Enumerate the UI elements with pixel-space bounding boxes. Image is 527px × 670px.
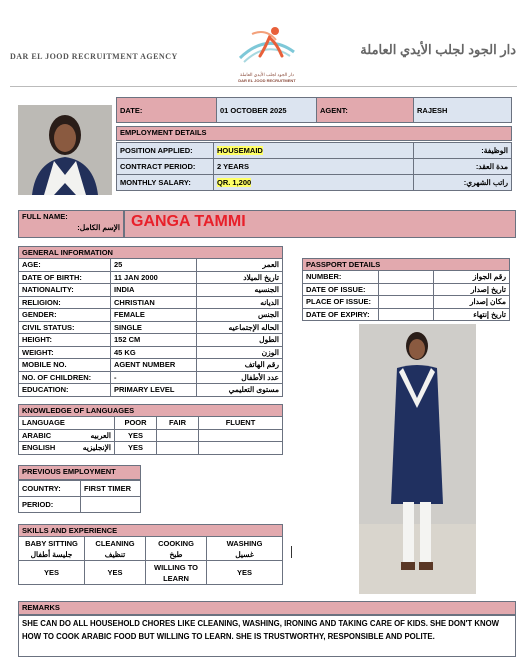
logo-emblem-icon (232, 22, 302, 70)
passport-label-ar: تاريخ إنتهاء (434, 308, 510, 321)
agent-value: RAJESH (414, 98, 512, 123)
general-info-row (19, 384, 283, 397)
country-label: COUNTRY: (19, 481, 81, 497)
general-info-row (19, 309, 283, 322)
general-info-label-ar: عدد الأطفال (197, 371, 283, 384)
skill-value-line1: WILLING TO (153, 562, 199, 572)
passport-details-header: PASSPORT DETAILS (302, 258, 510, 271)
general-info-table (18, 258, 283, 397)
general-info-label-ar: الحاله الإجتماعيه (197, 321, 283, 334)
employment-details-table (116, 142, 512, 191)
skill-value-cell (146, 561, 207, 585)
position-value: HOUSEMAID (214, 143, 414, 159)
previous-employment-table (18, 480, 141, 513)
language-name (19, 429, 115, 442)
languages-head-row (19, 417, 283, 430)
salary-value: QR. 1,200 (214, 175, 414, 191)
fullname-value-box (124, 210, 516, 238)
skills-head-row (19, 537, 283, 561)
skill-value-cell (207, 561, 283, 585)
languages-head-cell: POOR (115, 417, 157, 430)
general-info-value: AGENT NUMBER (111, 359, 197, 372)
passport-label: NUMBER: (303, 271, 379, 284)
passport-row (303, 308, 510, 321)
language-poor: YES (115, 429, 157, 442)
general-info-value: CHRISTIAN (111, 296, 197, 309)
skill-value-cell (85, 561, 146, 585)
previous-employment-header: PREVIOUS EMPLOYMENT (18, 465, 141, 480)
general-info-value: PRIMARY LEVEL (111, 384, 197, 397)
salary-label-ar: راتب الشهري: (414, 175, 512, 191)
general-info-value: 11 JAN 2000 (111, 271, 197, 284)
general-info-label-ar: الجنسيه (197, 284, 283, 297)
language-fair (157, 442, 199, 455)
remarks-text: SHE CAN DO ALL HOUSEHOLD CHORES LIKE CLEANING, WASHING, IRONING AND TAKING CARE OF KIDS. SHE DON'T KNOW HOW TO COOK ARABIC FOOD BUT WILLING TO LEARN. SHE IS TRUSTWORTHY, RESPONSIBLE AND POLITE. (18, 615, 516, 657)
languages-header: KNOWLEDGE OF LANGUAGES (18, 404, 283, 417)
agency-name-en: DAR EL JOOD RECRUITMENT AGENCY (10, 52, 178, 61)
passport-row (303, 283, 510, 296)
position-label-ar: الوظيفة: (414, 143, 512, 159)
general-info-label-ar: الوزن (197, 346, 283, 359)
general-info-label: DATE OF BIRTH: (19, 271, 111, 284)
general-info-value: - (111, 371, 197, 384)
skill-name-ar: طبخ (169, 549, 183, 559)
languages-head-cell: LANGUAGE (19, 417, 115, 430)
skill-value-line1: YES (107, 568, 123, 577)
skills-value-row (19, 561, 283, 585)
language-name-ar: العربيه (90, 430, 111, 440)
general-info-label: WEIGHT: (19, 346, 111, 359)
skill-name-ar: جليسة أطفال (30, 549, 73, 559)
general-info-row (19, 284, 283, 297)
fullname-label-box (18, 210, 124, 238)
logo-text-en: DAR EL JOOD RECRUITMENT (238, 78, 296, 83)
general-info-row (19, 346, 283, 359)
skill-name-en: CLEANING (95, 538, 135, 548)
general-info-label: NO. OF CHILDREN: (19, 371, 111, 384)
languages-head-cell: FAIR (157, 417, 199, 430)
passport-label: DATE OF EXPIRY: (303, 308, 379, 321)
skill-value-cell (19, 561, 85, 585)
agency-logo (232, 22, 302, 88)
header-divider (10, 86, 517, 87)
contract-label-ar: مدة العقد: (414, 159, 512, 175)
passport-label: PLACE OF ISSUE: (303, 296, 379, 309)
fullname-value: GANGA TAMMI (131, 213, 246, 230)
candidate-photo-portrait (18, 105, 112, 195)
general-info-value: FEMALE (111, 309, 197, 322)
general-info-header: GENERAL INFORMATION (18, 246, 283, 259)
logo-text-ar: دار الجود لجلب الأيدي العاملة (240, 72, 294, 77)
passport-row (303, 296, 510, 309)
skill-value-line1: YES (43, 568, 59, 577)
languages-table (18, 416, 283, 455)
language-name-ar: الإنجليزيه (82, 443, 111, 453)
passport-value (379, 308, 434, 321)
language-row (19, 442, 283, 455)
general-info-label-ar: الطول (197, 334, 283, 347)
language-name-en: ARABIC (22, 430, 52, 440)
country-value: FIRST TIMER (81, 481, 141, 497)
skill-name-ar: تنظيف (104, 549, 126, 559)
candidate-photo-fullbody (359, 324, 476, 594)
fullname-label-ar: الإسم الكامل: (77, 223, 120, 232)
period-label: PERIOD: (19, 497, 81, 513)
date-label: DATE: (117, 98, 217, 123)
general-info-row (19, 359, 283, 372)
general-info-label: EDUCATION: (19, 384, 111, 397)
general-info-label: NATIONALITY: (19, 284, 111, 297)
general-info-value: 152 CM (111, 334, 197, 347)
skill-name-en: WASHING (226, 538, 263, 548)
salary-label: MONTHLY SALARY: (117, 175, 214, 191)
passport-row (303, 271, 510, 284)
passport-details-table (302, 270, 510, 321)
position-label: POSITION APPLIED: (117, 143, 214, 159)
general-info-label: AGE: (19, 259, 111, 272)
skill-value-line2: LEARN (163, 573, 189, 583)
date-agent-table (116, 97, 512, 123)
skill-name-cell (85, 537, 146, 561)
language-name (19, 442, 115, 455)
passport-value (379, 271, 434, 284)
passport-label-ar: تاريخ إصدار (434, 283, 510, 296)
general-info-label: CIVIL STATUS: (19, 321, 111, 334)
general-info-label: RELIGION: (19, 296, 111, 309)
languages-head-cell: FLUENT (199, 417, 283, 430)
employment-details-header: EMPLOYMENT DETAILS (116, 126, 512, 141)
general-info-row (19, 371, 283, 384)
general-info-label-ar: العمر (197, 259, 283, 272)
general-info-label: MOBILE NO. (19, 359, 111, 372)
general-info-value: SINGLE (111, 321, 197, 334)
passport-label-ar: مكان إصدار (434, 296, 510, 309)
general-info-label-ar: الديانه (197, 296, 283, 309)
skill-name-ar: غسيل (235, 549, 254, 559)
general-info-value: 45 KG (111, 346, 197, 359)
general-info-label-ar: الجنس (197, 309, 283, 322)
agent-label: AGENT: (317, 98, 414, 123)
general-info-label-ar: تاريخ الميلاد (197, 271, 283, 284)
general-info-row (19, 271, 283, 284)
passport-value (379, 296, 434, 309)
language-row (19, 429, 283, 442)
skill-name-cell (19, 537, 85, 561)
language-fluent (199, 429, 283, 442)
contract-label: CONTRACT PERIOD: (117, 159, 214, 175)
date-value: 01 OCTOBER 2025 (217, 98, 317, 123)
general-info-value: 25 (111, 259, 197, 272)
general-info-row (19, 259, 283, 272)
skill-name-en: COOKING (158, 538, 194, 548)
fullname-label: FULL NAME: (22, 212, 68, 221)
passport-label: DATE OF ISSUE: (303, 283, 379, 296)
skill-value-line1: YES (236, 568, 252, 577)
skill-name-en: BABY SITTING (25, 538, 78, 548)
general-info-label-ar: مستوى التعليمي (197, 384, 283, 397)
general-info-row (19, 296, 283, 309)
period-value (81, 497, 141, 513)
skill-name-cell (207, 537, 283, 561)
general-info-label-ar: رقم الهاتف (197, 359, 283, 372)
general-info-row (19, 334, 283, 347)
language-fair (157, 429, 199, 442)
general-info-label: GENDER: (19, 309, 111, 322)
skills-header: SKILLS AND EXPERIENCE (18, 524, 283, 537)
agency-name-ar: دار الجود لجلب الأيدي العاملة (360, 42, 516, 57)
language-fluent (199, 442, 283, 455)
language-name-en: ENGLISH (22, 443, 56, 453)
remarks-header: REMARKS (18, 601, 516, 615)
general-info-value: INDIA (111, 284, 197, 297)
language-poor: YES (115, 442, 157, 455)
general-info-row (19, 321, 283, 334)
skills-table (18, 536, 283, 585)
contract-value: 2 YEARS (214, 159, 414, 175)
general-info-label: HEIGHT: (19, 334, 111, 347)
passport-value (379, 283, 434, 296)
text-cursor (291, 546, 292, 558)
passport-label-ar: رقم الجواز (434, 271, 510, 284)
skill-name-cell (146, 537, 207, 561)
